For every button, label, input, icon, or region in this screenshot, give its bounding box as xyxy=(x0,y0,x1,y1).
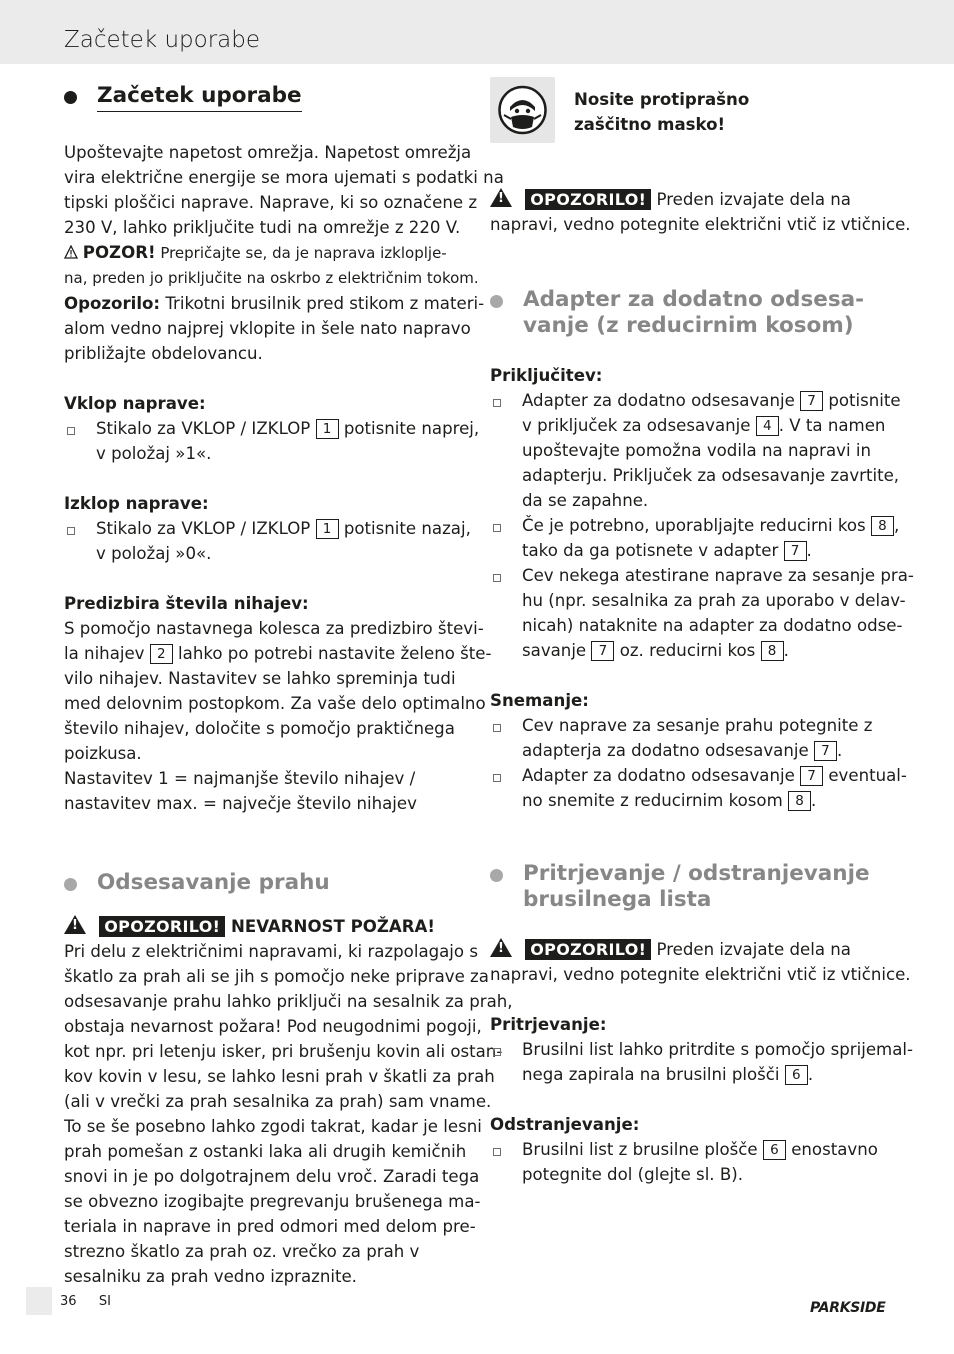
vklop-title: Vklop naprave: xyxy=(64,394,206,413)
section-heading-odsesavanje: Odsesavanje prahu xyxy=(64,870,464,896)
page-header-title: Začetek uporabe xyxy=(64,27,260,53)
warning-2: ! OPOZORILO! Preden izvajate dela na xyxy=(490,937,890,962)
checkbox-bullet-icon xyxy=(493,724,501,732)
vklop-item: Stikalo za VKLOP / IZKLOP 1 potisnite naprej, v položaj »1«. xyxy=(64,416,464,466)
language-code: SI xyxy=(98,1294,111,1309)
predizbira-title: Predizbira števila nihajev: xyxy=(64,594,309,613)
part-number: 7 xyxy=(784,541,807,561)
section-heading-adapter: Adapter za dodatno odsesa- vanje (z reducirnim kosom) xyxy=(490,287,890,339)
part-number: 1 xyxy=(316,419,339,439)
brand-logo: PARKSIDE xyxy=(810,1300,886,1316)
warning-triangle-icon xyxy=(490,188,512,207)
bullet-dot-icon xyxy=(64,878,77,891)
mask-instruction: Nosite protiprašno zaščitno masko! xyxy=(574,90,750,134)
part-number: 8 xyxy=(871,516,894,536)
checkbox-bullet-icon xyxy=(493,774,501,782)
warning-triangle-icon xyxy=(490,938,512,957)
odstranjevanje-item: Brusilni list z brusilne plošče 6 enostavno potegnite dol (glejte sl. B). xyxy=(490,1137,890,1187)
checkbox-bullet-icon xyxy=(493,1048,501,1056)
snemanje-item-1: Cev naprave za sesanje prahu potegnite z adapterja za dodatno odsesavanje 7 . xyxy=(490,713,890,763)
part-number: 8 xyxy=(761,641,784,661)
right-column: ! OPOZORILO! Preden izvajate dela na napravi, vedno potegnite električni vtič iz vtičnice. Adapter za dodatno odsesa- vanje (z reducirnim kosom) Priključitev: Adapter za dodatno odsesavanje 7 potisnite v priključek za odsesavanje 4 . V ta namen upoštevajte pomožna vodila na napravi in adapterju. Priključek za odsesavanje zavrtite, da se zapahne. Če je potrebno, uporabljajte reducirni kos 8 , tako da ga potisnete v adapter 7 . Cev nekega atestirane naprave za sesanje pra- hu (npr. sesalnika za prah za uporabo v delav- nicah) nataknite na adapter za dodatno odse- savanje 7 oz. reducirni kos 8 . Snemanje: Cev naprave za sesanje prahu potegnite z adapterja za dodatno odsesavanje 7 . Adapter za dodatno odsesavanje 7 eventual- no snemite z reducirnim kosom 8 . Pritrjevanje / odstranjevanje brusilnega lista ! OPOZORILO! Preden izvajate dela na napravi, vedno potegnite električni vtič iz vtičnice. Pritrjevanje: Brusilni list lahko pritrdite s pomočjo sprijemal- nega zapirala na brusilni plošči 6 . Odstranjevanje: Brusilni list z brusilne plošče 6 enostavno potegnite dol (glejte sl. B). xyxy=(490,187,890,1187)
part-number: 7 xyxy=(814,741,837,761)
odsesavanje-paragraph: Pri delu z električnimi napravami, ki razpolagajo s škatlo za prah ali se jih s pomočjo neke priprave za odsesavanje prahu lahko priključi na sesalnik za prah, obstaja nevarnost požara! Pod neugodnimi pogoji, kot npr. pri letenju isker, pri brušenju kovin ali ostan- kov kovin v lesu, se lahko lesni prah v škatli za prah (ali v vrečki za prah sesalnika za prah) sam vname. To se še posebno lahko zgodi takrat, kadar je lesni prah pomešan z ostanki laka ali drugih kemičnih snovi in je po dolgotrajnem delu vroč. Zaradi tega se obvezno izogibajte pregrevanju brušenega ma- teriala in naprave in pred odmori med delom pre- strezno škatlo za prah oz. vrečko za prah v sesalniku za prah vedno izpraznite. xyxy=(64,942,513,1286)
bullet-dot-icon xyxy=(64,91,77,104)
warning-outline-icon xyxy=(64,245,78,259)
izklop-title: Izklop naprave: xyxy=(64,494,209,513)
dust-mask-icon xyxy=(490,77,555,143)
odstranjevanje-title: Odstranjevanje: xyxy=(490,1115,640,1134)
prikljucitev-item-2: Če je potrebno, uporabljajte reducirni kos 8 , tako da ga potisnete v adapter 7 . xyxy=(490,513,890,563)
checkbox-bullet-icon xyxy=(493,574,501,582)
checkbox-bullet-icon xyxy=(67,427,75,435)
checkbox-bullet-icon xyxy=(493,524,501,532)
prikljucitev-title: Priključitev: xyxy=(490,366,603,385)
page-number: 36 xyxy=(60,1294,77,1309)
bullet-dot-icon xyxy=(490,869,503,882)
pozor-note: POZOR! Prepričajte se, da je naprava izklopljе- xyxy=(64,240,464,266)
izklop-item: Stikalo za VKLOP / IZKLOP 1 potisnite nazaj, v položaj »0«. xyxy=(64,516,464,566)
section-heading-zacetek: Začetek uporabe xyxy=(64,83,464,110)
section-heading-pritrjevanje: Pritrjevanje / odstranjevanje brusilnega lista xyxy=(490,861,890,913)
part-number: 7 xyxy=(800,391,823,411)
part-number: 7 xyxy=(591,641,614,661)
snemanje-item-2: Adapter za dodatno odsesavanje 7 eventual- no snemite z reducirnim kosom 8 . xyxy=(490,763,890,813)
footer-page-info xyxy=(60,1294,111,1309)
part-number: 4 xyxy=(756,416,779,436)
part-number: 6 xyxy=(785,1065,808,1085)
opozorilo-note: Opozorilo: Trikotni brusilnik pred stikom z materi- xyxy=(64,294,485,313)
part-number: 1 xyxy=(316,519,339,539)
checkbox-bullet-icon xyxy=(67,527,75,535)
pritrjevanje-item: Brusilni list lahko pritrdite s pomočjo sprijemal- nega zapirala na brusilni plošči 6 . xyxy=(490,1037,890,1087)
predizbira-paragraph: S pomočjo nastavnega kolesca za predizbiro števi- la nihajev 2 lahko po potrebi nastavite želeno šte- vilo nihajev. Nastavitev se lahko spreminja tudi med delovnim postopkom. Za vaše delo optimalno število nihajev, določite s pomočjo praktičnega poizkusa. Nastavitev 1 = najmanjše število nihajev / nastavitev max. = največje število nihajev xyxy=(64,619,492,813)
prikljucitev-item-3: Cev nekega atestirane naprave za sesanje pra- hu (npr. sesalnika za prah za uporabo v delav- nicah) nataknite na adapter za dodatno odse- savanje 7 oz. reducirni kos 8 . xyxy=(490,563,890,663)
prikljucitev-item-1: Adapter za dodatno odsesavanje 7 potisnite v priključek za odsesavanje 4 . V ta namen upoštevajte pomožna vodila na napravi in adapterju. Priključek za odsesavanje zavrtite, da se zapahne. xyxy=(490,388,890,513)
fire-warning: ! OPOZORILO! NEVARNOST POŽARA! xyxy=(64,915,464,939)
warning-1: ! OPOZORILO! Preden izvajate dela na xyxy=(490,187,890,212)
snemanje-title: Snemanje: xyxy=(490,691,589,710)
left-column xyxy=(64,83,513,1289)
pritrjevanje-title: Pritrjevanje: xyxy=(490,1015,607,1034)
checkbox-bullet-icon xyxy=(493,399,501,407)
checkbox-bullet-icon xyxy=(493,1148,501,1156)
part-number: 2 xyxy=(150,644,173,664)
footer-page-box xyxy=(26,1287,52,1315)
intro-paragraph: Upoštevajte napetost omrežja. Napetost omrežja vira električne energije se mora ujemati s podatki na tipski ploščici naprave. Naprave, ki so označene z 230 V, lahko priključite tudi na omrežje z 220 V. POZOR! Prepričajte se, da je naprava izklopljе- na, preden jo priključite na oskrbo z električnim tokom. Opozorilo: Trikotni brusilnik pred stikom z materi- alom vedno najprej vklopite in šele nato napravo približajte obdelovancu. xyxy=(64,143,504,363)
warning-triangle-icon xyxy=(64,915,86,934)
part-number: 8 xyxy=(788,791,811,811)
part-number: 7 xyxy=(800,766,823,786)
bullet-dot-icon xyxy=(490,295,503,308)
part-number: 6 xyxy=(763,1140,786,1160)
